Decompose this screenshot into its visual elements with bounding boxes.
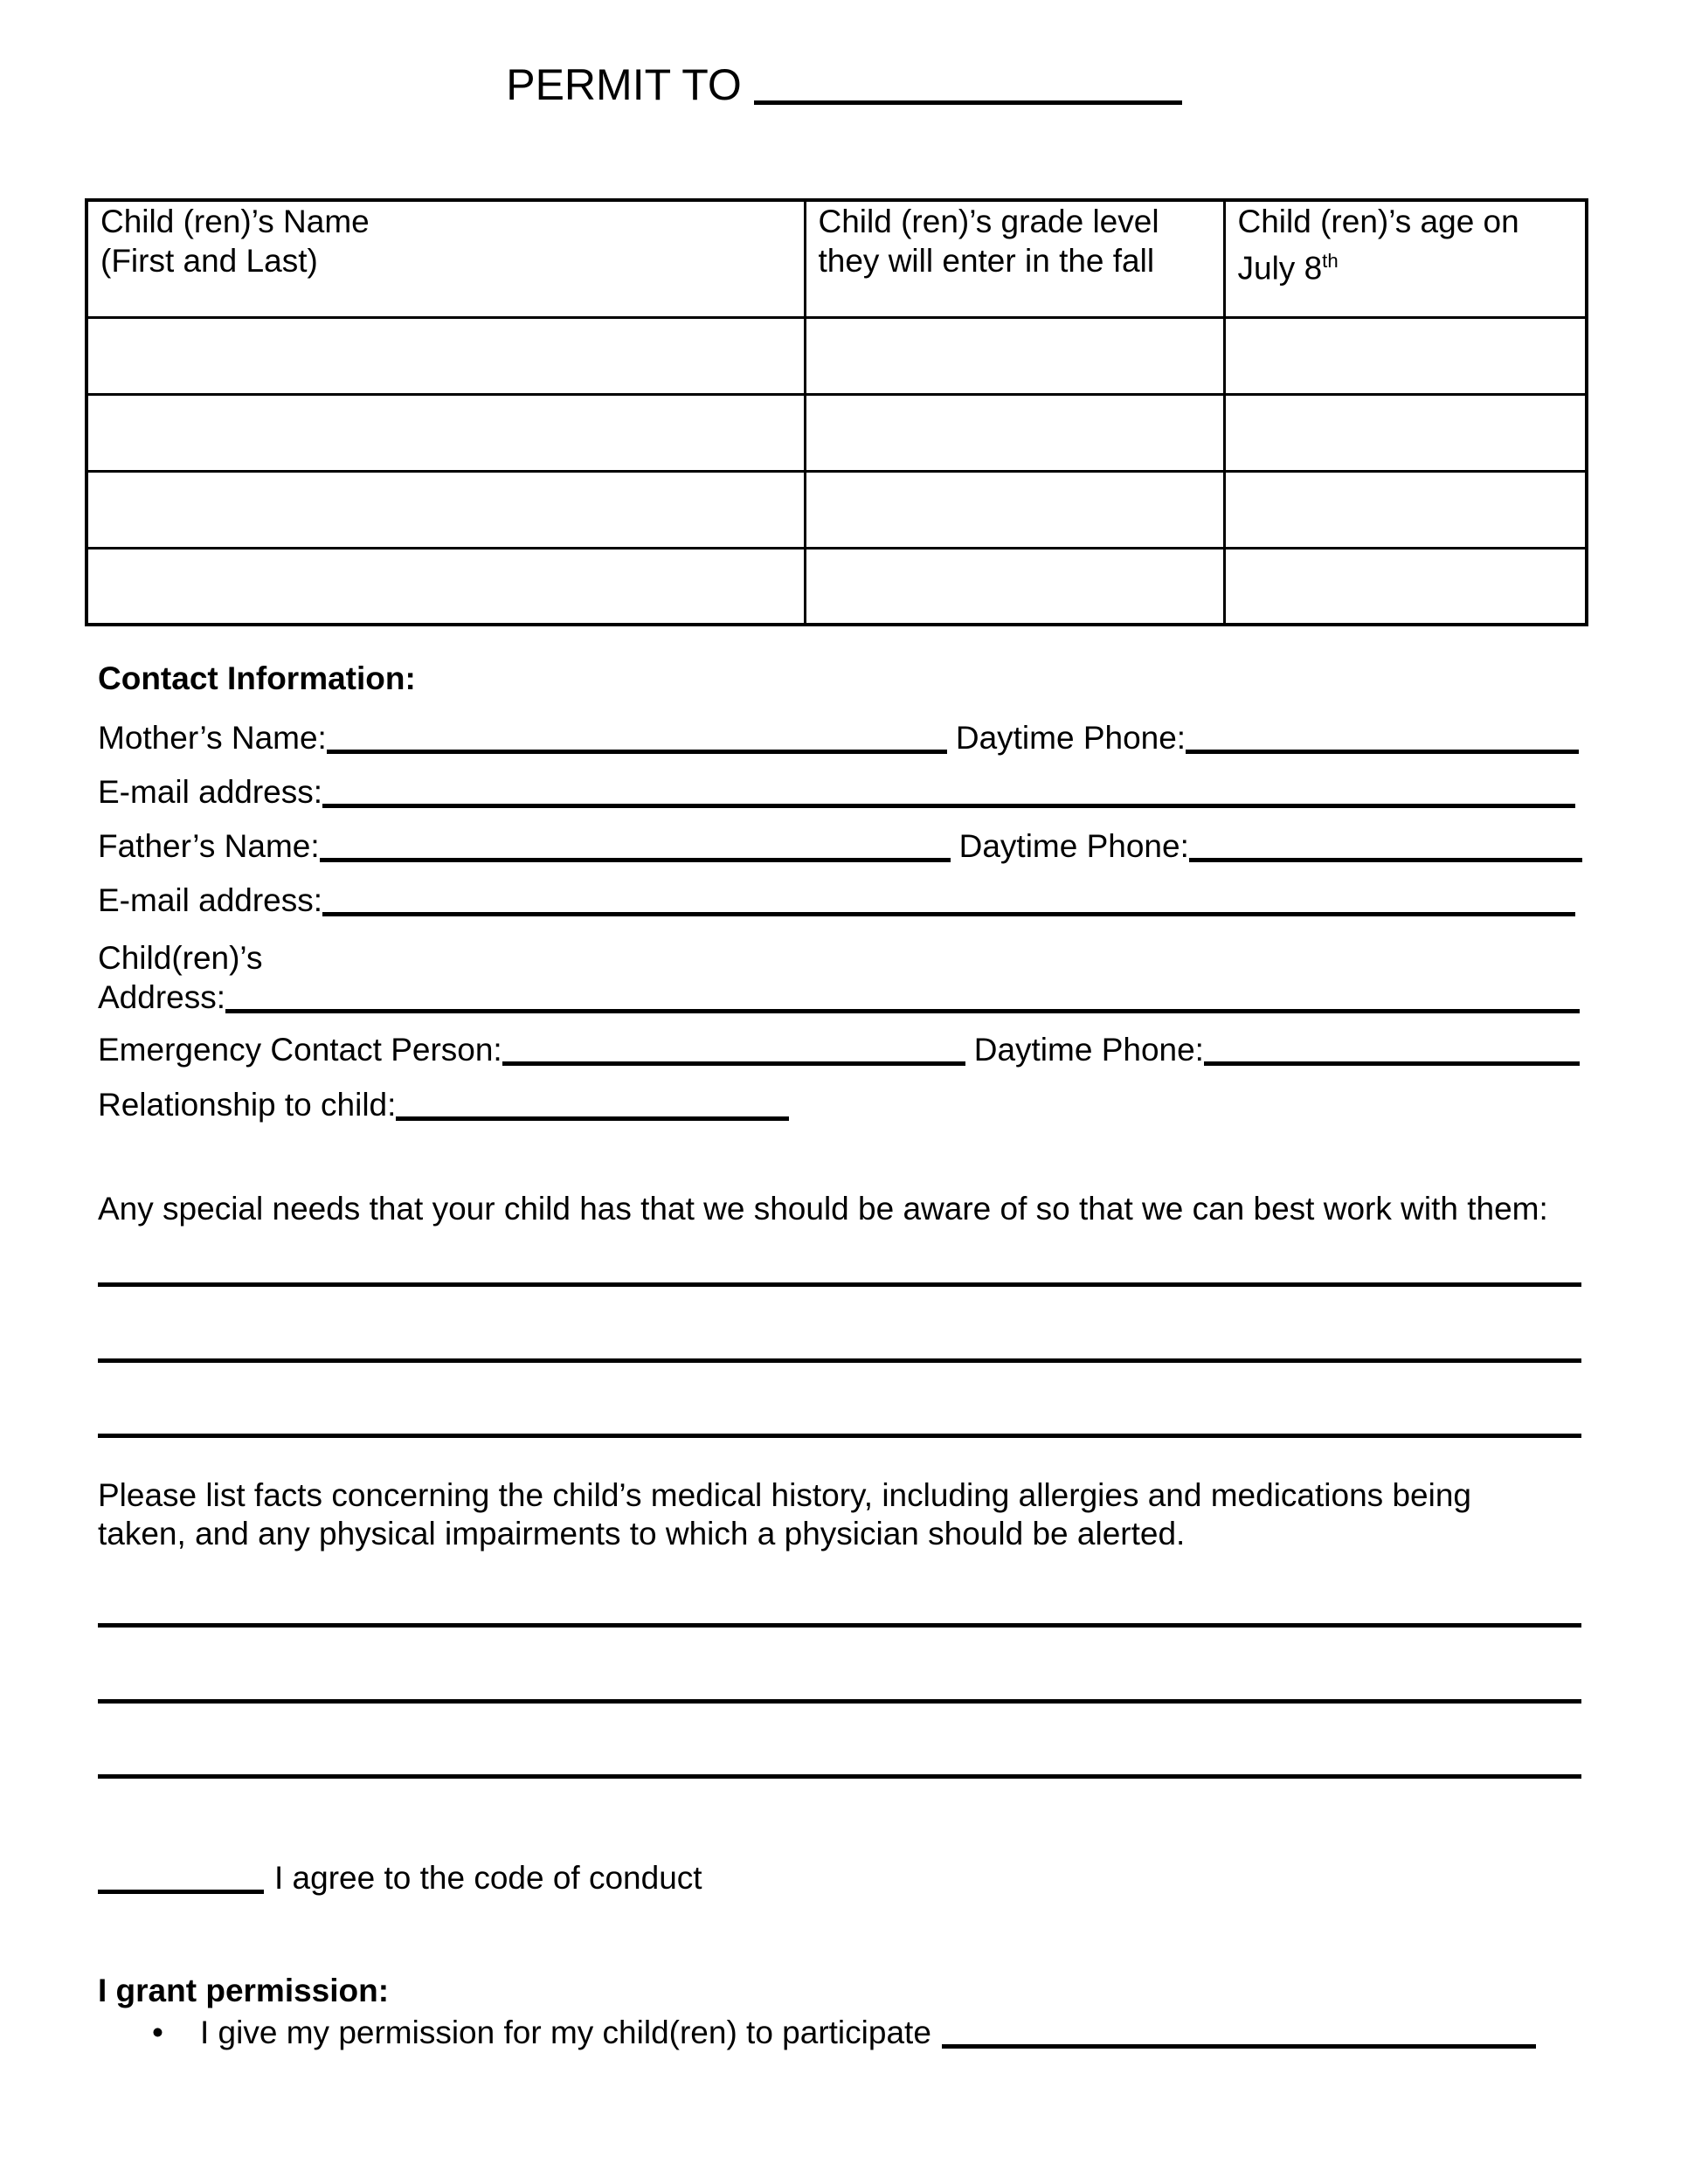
column-header-child-name [86, 200, 805, 317]
medical-history-write-line[interactable] [98, 1699, 1581, 1704]
medical-history-prompt-line1: Please list facts concerning the child’s medical history, including allergies and medications being [98, 1477, 1471, 1513]
column-header-age-line2: July 8 [1237, 250, 1323, 287]
father-name-label: Father’s Name: [98, 828, 320, 864]
grade-level-cell[interactable] [805, 317, 1224, 394]
column-header-grade-level-line2: they will enter in the fall [818, 243, 1155, 279]
participate-activity-blank[interactable] [942, 2044, 1536, 2049]
mother-daytime-phone-label: Daytime Phone: [955, 720, 1186, 756]
medical-history-prompt [98, 1476, 1471, 1553]
grant-permission-heading-text: I grant permission: [98, 1973, 390, 2008]
age-cell[interactable] [1224, 548, 1587, 625]
children-table-row [86, 471, 1587, 548]
mother-email-blank[interactable] [322, 804, 1575, 808]
emergency-daytime-phone-blank[interactable] [1204, 1061, 1580, 1066]
child-name-cell[interactable] [86, 317, 805, 394]
children-address-label-line2: Address: [98, 979, 226, 1015]
bullet-icon: • [152, 2015, 163, 2050]
mother-daytime-phone-blank[interactable] [1186, 750, 1579, 754]
emergency-contact-blank[interactable] [502, 1061, 965, 1066]
page-title-text: PERMIT TO [506, 60, 742, 109]
age-cell[interactable] [1224, 471, 1587, 548]
special-needs-write-line[interactable] [98, 1434, 1581, 1438]
code-of-conduct-row [98, 1858, 702, 1898]
children-table-header-row [86, 200, 1587, 317]
column-header-age-line1: Child (ren)’s age on [1237, 204, 1519, 239]
mother-email-row [98, 772, 1575, 812]
children-table [85, 198, 1588, 626]
mother-name-label: Mother’s Name: [98, 720, 327, 756]
column-header-age [1224, 200, 1587, 317]
mother-email-label: E-mail address: [98, 774, 323, 810]
special-needs-write-line[interactable] [98, 1358, 1581, 1363]
child-name-cell[interactable] [86, 471, 805, 548]
father-email-row [98, 881, 1575, 921]
column-header-grade-level [805, 200, 1224, 317]
father-email-label: E-mail address: [98, 882, 323, 918]
medical-history-prompt-line2: taken, and any physical impairments to which a physician should be alerted. [98, 1516, 1186, 1552]
contact-info-heading-text: Contact Information: [98, 660, 416, 696]
children-address-label-line1: Child(ren)’s [98, 940, 263, 976]
children-table-row [86, 394, 1587, 471]
child-name-cell[interactable] [86, 548, 805, 625]
father-daytime-phone-blank[interactable] [1189, 858, 1582, 862]
emergency-contact-row [98, 1030, 1580, 1070]
grant-permission-bullet-text: I give my permission for my child(ren) to participate [200, 2015, 931, 2050]
emergency-contact-label: Emergency Contact Person: [98, 1032, 502, 1068]
relationship-row [98, 1085, 789, 1125]
column-header-child-name-line2: (First and Last) [100, 243, 318, 279]
children-table-row [86, 317, 1587, 394]
relationship-label: Relationship to child: [98, 1087, 397, 1123]
contact-info-heading [98, 659, 416, 699]
code-of-conduct-text: I agree to the code of conduct [274, 1860, 702, 1896]
grade-level-cell[interactable] [805, 471, 1224, 548]
emergency-daytime-phone-label: Daytime Phone: [973, 1032, 1204, 1068]
grade-level-cell[interactable] [805, 548, 1224, 625]
special-needs-prompt [98, 1189, 1548, 1229]
relationship-blank[interactable] [396, 1116, 789, 1121]
child-name-cell[interactable] [86, 394, 805, 471]
age-cell[interactable] [1224, 317, 1587, 394]
grant-permission-heading [98, 1971, 389, 2011]
title-blank-line[interactable] [754, 100, 1182, 105]
column-header-age-superscript: th [1322, 250, 1339, 272]
page-title [0, 60, 1688, 109]
children-address-row [98, 938, 1580, 1017]
grade-level-cell[interactable] [805, 394, 1224, 471]
father-email-blank[interactable] [322, 912, 1575, 916]
mother-name-blank[interactable] [327, 750, 947, 754]
column-header-child-name-line1: Child (ren)’s Name [100, 204, 370, 239]
medical-history-write-line[interactable] [98, 1623, 1581, 1628]
father-name-row [98, 826, 1582, 867]
special-needs-write-line[interactable] [98, 1282, 1581, 1287]
code-of-conduct-initials-blank[interactable] [98, 1890, 264, 1894]
special-needs-prompt-text: Any special needs that your child has that we should be aware of so that we can best work with them: [98, 1191, 1548, 1227]
father-daytime-phone-label: Daytime Phone: [958, 828, 1189, 864]
column-header-grade-level-line1: Child (ren)’s grade level [818, 204, 1159, 239]
father-name-blank[interactable] [320, 858, 951, 862]
age-cell[interactable] [1224, 394, 1587, 471]
medical-history-write-line[interactable] [98, 1774, 1581, 1779]
children-address-blank[interactable] [225, 1009, 1580, 1013]
children-table-row [86, 548, 1587, 625]
mother-name-row [98, 718, 1579, 758]
grant-permission-bullet-row [98, 2013, 1536, 2053]
